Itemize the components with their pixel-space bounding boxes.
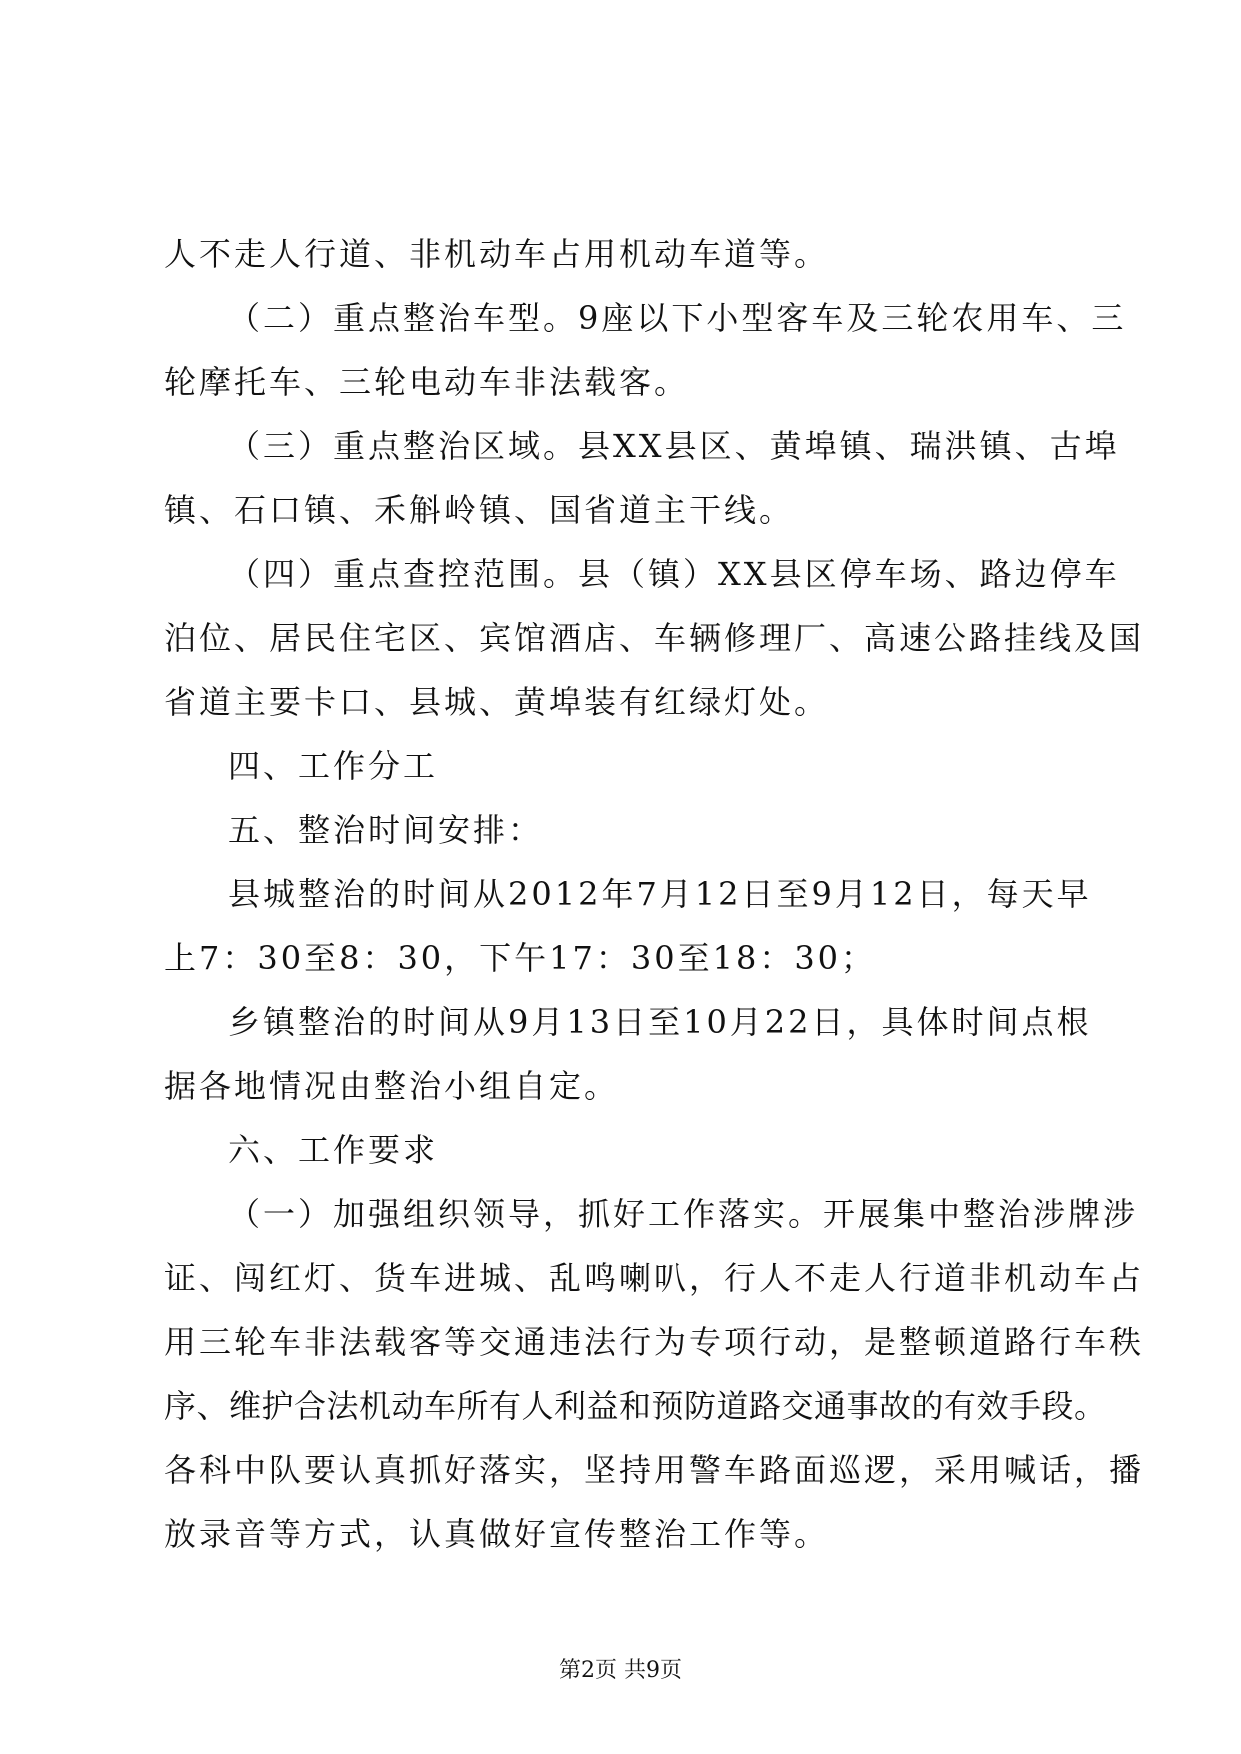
body-line-8: 省道主要卡口、县城、黄埠装有红绿灯处。 (164, 683, 830, 721)
body-line-13: 乡镇整治的时间从9月13日至10月22日，具体时间点根 (228, 1003, 1092, 1041)
body-line-14: 据各地情况由整治小组自定。 (164, 1067, 620, 1105)
section-heading-requirements: 六、工作要求 (228, 1131, 439, 1169)
body-line-4: （三）重点整治区域。县XX县区、黄埠镇、瑞洪镇、古埠 (228, 427, 1120, 465)
body-line-20: 各科中队要认真抓好落实，坚持用警车路面巡逻，采用喊话，播 (164, 1451, 1145, 1489)
document-body (164, 222, 1145, 1566)
page-footer (0, 1656, 1241, 1686)
body-line-11: 县城整治的时间从2012年7月12日至9月12日，每天早 (228, 875, 1092, 913)
body-line-16: （一）加强组织领导，抓好工作落实。开展集中整治涉牌涉 (228, 1195, 1139, 1233)
section-heading-work-division: 四、工作分工 (228, 747, 439, 785)
body-line-18: 用三轮车非法载客等交通违法行为专项行动，是整顿道路行车秩 (164, 1323, 1145, 1361)
body-line-6: （四）重点查控范围。县（镇）XX县区停车场、路边停车 (228, 555, 1120, 593)
body-line-12: 上7：30至8：30，下午17：30至18：30； (164, 939, 877, 977)
body-line-19: 序、维护合法机动车所有人利益和预防道路交通事故的有效手段。 (164, 1387, 1107, 1425)
body-line-21: 放录音等方式，认真做好宣传整治工作等。 (164, 1515, 830, 1553)
body-line-7: 泊位、居民住宅区、宾馆酒店、车辆修理厂、高速公路挂线及国 (164, 619, 1145, 657)
body-line-2: （二）重点整治车型。9座以下小型客车及三轮农用车、三 (228, 299, 1127, 337)
body-line-3: 轮摩托车、三轮电动车非法载客。 (164, 363, 690, 401)
body-line-1: 人不走人行道、非机动车占用机动车道等。 (164, 235, 830, 273)
page-number: 第2页 共9页 (559, 1658, 682, 1683)
section-heading-schedule: 五、整治时间安排： (228, 811, 544, 849)
body-line-17: 证、闯红灯、货车进城、乱鸣喇叭，行人不走人行道非机动车占 (164, 1259, 1145, 1297)
body-line-5: 镇、石口镇、禾斛岭镇、国省道主干线。 (164, 491, 795, 529)
